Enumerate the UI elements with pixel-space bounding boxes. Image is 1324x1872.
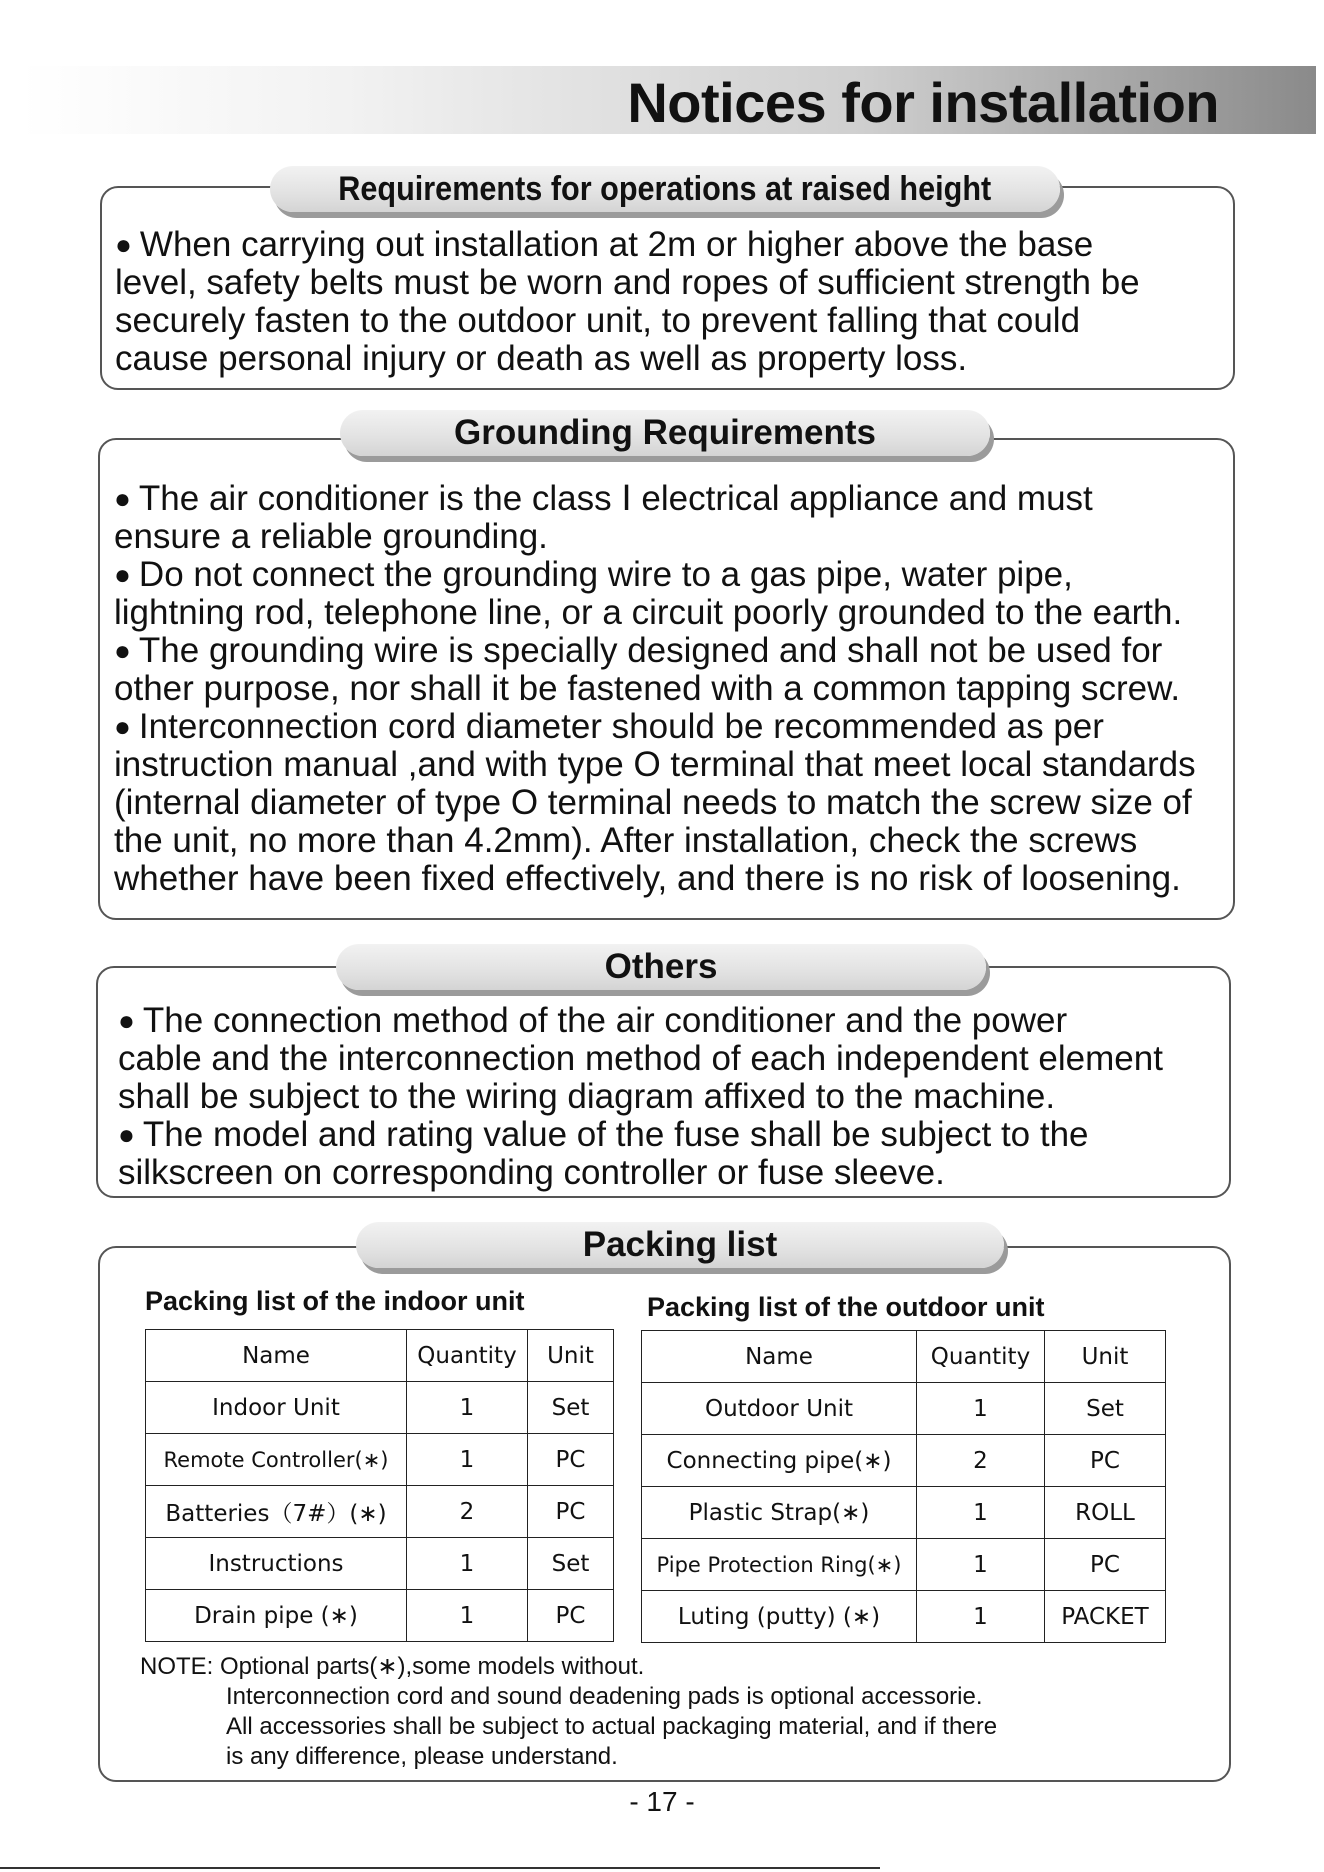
column-header: Unit bbox=[1045, 1331, 1166, 1383]
table-header-row bbox=[642, 1331, 1166, 1383]
bullet-icon: ● bbox=[114, 483, 131, 514]
note-line: All accessories shall be subject to actual packaging material, and if there bbox=[226, 1713, 998, 1740]
item-name: Drain pipe (∗) bbox=[146, 1590, 407, 1642]
column-header: Quantity bbox=[917, 1331, 1045, 1383]
table-row bbox=[642, 1539, 1166, 1591]
table-row bbox=[146, 1434, 614, 1486]
item-unit: PC bbox=[528, 1486, 614, 1538]
item-quantity: 1 bbox=[917, 1487, 1045, 1539]
others-text: ● The connection method of the air conditioner and the power cable and the interconnection method of each independent element shall be subject to the wiring diagram affixed to the machine. ● The model and rating value of the fuse shall be subject to the silkscreen on corresponding controller or fuse sleeve. bbox=[118, 1001, 1163, 1192]
bullet-icon: ● bbox=[114, 711, 131, 742]
item-unit: PC bbox=[1045, 1539, 1166, 1591]
outdoor-packing-table bbox=[641, 1330, 1166, 1643]
bullet-icon: ● bbox=[114, 559, 131, 590]
item-unit: ROLL bbox=[1045, 1487, 1166, 1539]
indoor-list-title: Packing list of the indoor unit bbox=[145, 1286, 525, 1316]
table-row bbox=[146, 1538, 614, 1590]
column-header: Unit bbox=[528, 1330, 614, 1382]
item-name: Connecting pipe(∗) bbox=[642, 1435, 917, 1487]
item-quantity: 1 bbox=[917, 1591, 1045, 1643]
column-header: Name bbox=[642, 1331, 917, 1383]
outdoor-list-title: Packing list of the outdoor unit bbox=[647, 1292, 1045, 1322]
item-unit: Set bbox=[528, 1538, 614, 1590]
item-quantity: 2 bbox=[407, 1486, 528, 1538]
table-row bbox=[642, 1591, 1166, 1643]
page-number: - 17 - bbox=[629, 1786, 695, 1817]
packing-note bbox=[140, 1652, 997, 1772]
table-row bbox=[146, 1486, 614, 1538]
item-unit: Set bbox=[528, 1382, 614, 1434]
item-name: Plastic Strap(∗) bbox=[642, 1487, 917, 1539]
item-name: Batteries（7#）(∗) bbox=[146, 1486, 407, 1538]
grounding-text: ● The air conditioner is the class Ⅰ electrical appliance and must ensure a reliable grounding. ● Do not connect the grounding wire to a gas pipe, water pipe, lightning rod, telephone line, or a circuit poorly grounded to the earth. ● The grounding wire is specially designed and shall not be used for other purpose, nor shall it be fastened with a common tapping screw. ● Interconnection cord diameter should be recommended as per instruction manual ,and with type O terminal that meet local standards (internal diameter of type O terminal needs to match the screw size of the unit, no more than 4.2mm). After installation, check the screws whether have been fixed effectively, and there is no risk of loosening. bbox=[114, 479, 1196, 898]
bottom-rule bbox=[0, 1867, 880, 1869]
item-unit: PACKET bbox=[1045, 1591, 1166, 1643]
item-unit: PC bbox=[528, 1434, 614, 1486]
note-line: is any difference, please understand. bbox=[226, 1743, 618, 1770]
item-name: Pipe Protection Ring(∗) bbox=[642, 1539, 917, 1591]
item-quantity: 1 bbox=[917, 1383, 1045, 1435]
table-row bbox=[642, 1487, 1166, 1539]
grounding-title: Grounding Requirements bbox=[340, 410, 990, 456]
packing-title: Packing list bbox=[356, 1222, 1004, 1268]
item-quantity: 1 bbox=[407, 1538, 528, 1590]
item-quantity: 1 bbox=[407, 1590, 528, 1642]
item-unit: Set bbox=[1045, 1383, 1166, 1435]
table-row bbox=[642, 1435, 1166, 1487]
item-unit: PC bbox=[1045, 1435, 1166, 1487]
column-header: Name bbox=[146, 1330, 407, 1382]
item-name: Remote Controller(∗) bbox=[146, 1434, 407, 1486]
column-header: Quantity bbox=[407, 1330, 528, 1382]
note-line: NOTE: Optional parts(∗),some models without. bbox=[140, 1653, 645, 1680]
bullet-icon: ● bbox=[118, 1005, 135, 1036]
item-name: Indoor Unit bbox=[146, 1382, 407, 1434]
indoor-packing-table bbox=[145, 1329, 614, 1642]
item-name: Outdoor Unit bbox=[642, 1383, 917, 1435]
table-row bbox=[146, 1590, 614, 1642]
raised-height-text: ● When carrying out installation at 2m or higher above the base level, safety belts must be worn and ropes of sufficient strength be securely fasten to the outdoor unit, to prevent falling that could cause personal injury or death as well as property loss. bbox=[115, 225, 1140, 378]
item-unit: PC bbox=[528, 1590, 614, 1642]
item-quantity: 2 bbox=[917, 1435, 1045, 1487]
page-title: Notices for installation bbox=[627, 71, 1219, 134]
item-quantity: 1 bbox=[407, 1434, 528, 1486]
table-header-row bbox=[146, 1330, 614, 1382]
item-name: Instructions bbox=[146, 1538, 407, 1590]
item-quantity: 1 bbox=[407, 1382, 528, 1434]
note-line: Interconnection cord and sound deadening pads is optional accessorie. bbox=[226, 1683, 983, 1710]
table-row bbox=[146, 1382, 614, 1434]
bullet-icon: ● bbox=[114, 635, 131, 666]
item-quantity: 1 bbox=[917, 1539, 1045, 1591]
table-row bbox=[642, 1383, 1166, 1435]
bullet-icon: ● bbox=[115, 229, 132, 260]
raised-height-title: Requirements for operations at raised height bbox=[270, 166, 1060, 212]
item-name: Luting (putty) (∗) bbox=[642, 1591, 917, 1643]
others-title: Others bbox=[336, 944, 986, 990]
bullet-icon: ● bbox=[118, 1119, 135, 1150]
